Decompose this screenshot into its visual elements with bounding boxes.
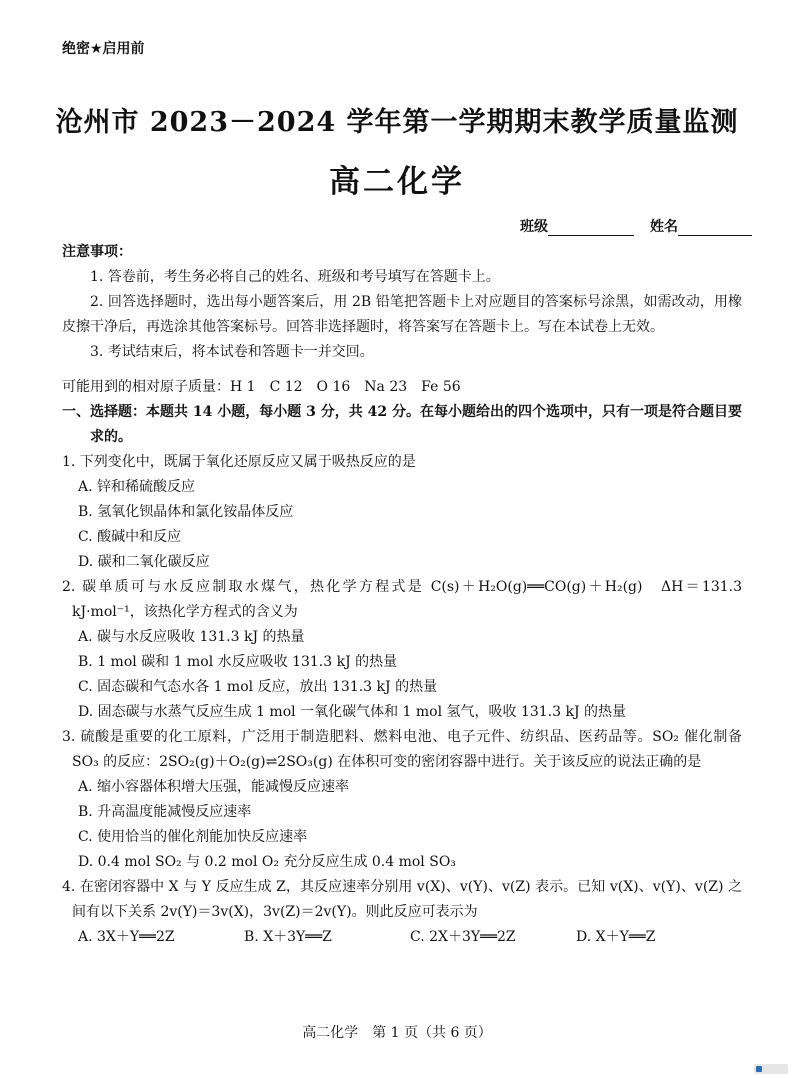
question-stem: 2. 碳单质可与水反应制取水煤气，热化学方程式是 C(s)＋H₂O(g)══CO(g)＋H₂(g) ΔH＝131.3 kJ·mol⁻¹，该热化学方程式的含义为 (62, 579, 742, 620)
question-stem: 1. 下列变化中，既属于氧化还原反应又属于吸热反应的是 (62, 454, 416, 470)
option-b: B. 氢氧化钡晶体和氯化铵晶体反应 (78, 504, 294, 520)
option-a: A. 3X＋Y══2Z (78, 929, 175, 945)
exam-title: 沧州市 2023－2024 学年第一学期期末教学质量监测 (55, 107, 739, 138)
option-b: B. 升高温度能减慢反应速率 (78, 804, 252, 820)
notice-item: 2. 回答选择题时，选出每小题答案后，用 2B 铅笔把答题卡上对应题目的答案标号涂黑，如需改动，用橡皮擦干净后，再选涂其他答案标号。回答非选择题时，将答案写在答题卡上。写在本试卷上无效。 (62, 294, 742, 335)
page-footer: 高二化学 第 1 页（共 6 页） (302, 1025, 492, 1041)
option-d: D. 固态碳与水蒸气反应生成 1 mol 一氧化碳气体和 1 mol 氢气，吸收 131.3 kJ 的热量 (78, 704, 627, 720)
section-heading: 一、选择题：本题共 14 小题，每小题 3 分，共 42 分。在每小题给出的四个选项中，只有一项是符合题目要求的。 (62, 404, 742, 445)
name-field: 姓名 (650, 216, 752, 236)
option-a: A. 锌和稀硫酸反应 (78, 479, 196, 495)
option-b: B. 1 mol 碳和 1 mol 水反应吸收 131.3 kJ 的热量 (78, 654, 398, 670)
subject-title: 高二化学 (329, 164, 465, 200)
question-4 (62, 875, 742, 950)
notice-item: 1. 答卷前，考生务必将自己的姓名、班级和考号填写在答题卡上。 (90, 269, 500, 285)
option-c: C. 固态碳和气态水各 1 mol 反应，放出 131.3 kJ 的热量 (78, 679, 438, 695)
option-a: A. 碳与水反应吸收 131.3 kJ 的热量 (78, 629, 305, 645)
option-c: C. 酸碱中和反应 (78, 529, 182, 545)
notice-heading: 注意事项： (62, 244, 132, 260)
atomic-masses: 可能用到的相对原子质量：H 1 C 12 O 16 Na 23 Fe 56 (62, 379, 461, 395)
question-1 (62, 450, 742, 575)
confidential-label: 绝密★启用前 (62, 41, 145, 57)
question-3 (62, 725, 742, 875)
option-c: C. 使用恰当的催化剂能加快反应速率 (78, 829, 308, 845)
option-b: B. X＋3Y══Z (244, 929, 332, 945)
class-blank (548, 221, 634, 236)
options-row (62, 925, 742, 950)
question-stem: 3. 硫酸是重要的化工原料，广泛用于制造肥料、燃料电池、电子元件、纺织品、医药品等。SO₂ 催化制备 SO₃ 的反应：2SO₂(g)＋O₂(g)⇌2SO₃(g) 在体积可变的密闭容器中进行。关于该反应的说法正确的是 (62, 729, 742, 770)
student-info-row (520, 216, 752, 236)
watermark-logo-icon (754, 1064, 788, 1074)
exam-content (62, 240, 742, 950)
notice-item: 3. 考试结束后，将本试卷和答题卡一并交回。 (90, 344, 374, 360)
option-d: D. X＋Y══Z (576, 929, 656, 945)
question-stem: 4. 在密闭容器中 X 与 Y 反应生成 Z，其反应速率分别用 v(X)、v(Y)、v(Z) 表示。已知 v(X)、v(Y)、v(Z) 之间有以下关系 2v(Y)＝3v(X)，3v(Z)＝2v(Y)。则此反应可表示为 (62, 879, 742, 920)
option-a: A. 缩小容器体积增大压强，能减慢反应速率 (78, 779, 350, 795)
option-d: D. 碳和二氧化碳反应 (78, 554, 210, 570)
question-2 (62, 575, 742, 725)
class-field: 班级 (520, 216, 634, 236)
option-d: D. 0.4 mol SO₂ 与 0.2 mol O₂ 充分反应生成 0.4 mol SO₃ (78, 854, 456, 870)
option-c: C. 2X＋3Y══2Z (410, 929, 516, 945)
notice-list (62, 265, 742, 365)
name-blank (678, 221, 752, 236)
